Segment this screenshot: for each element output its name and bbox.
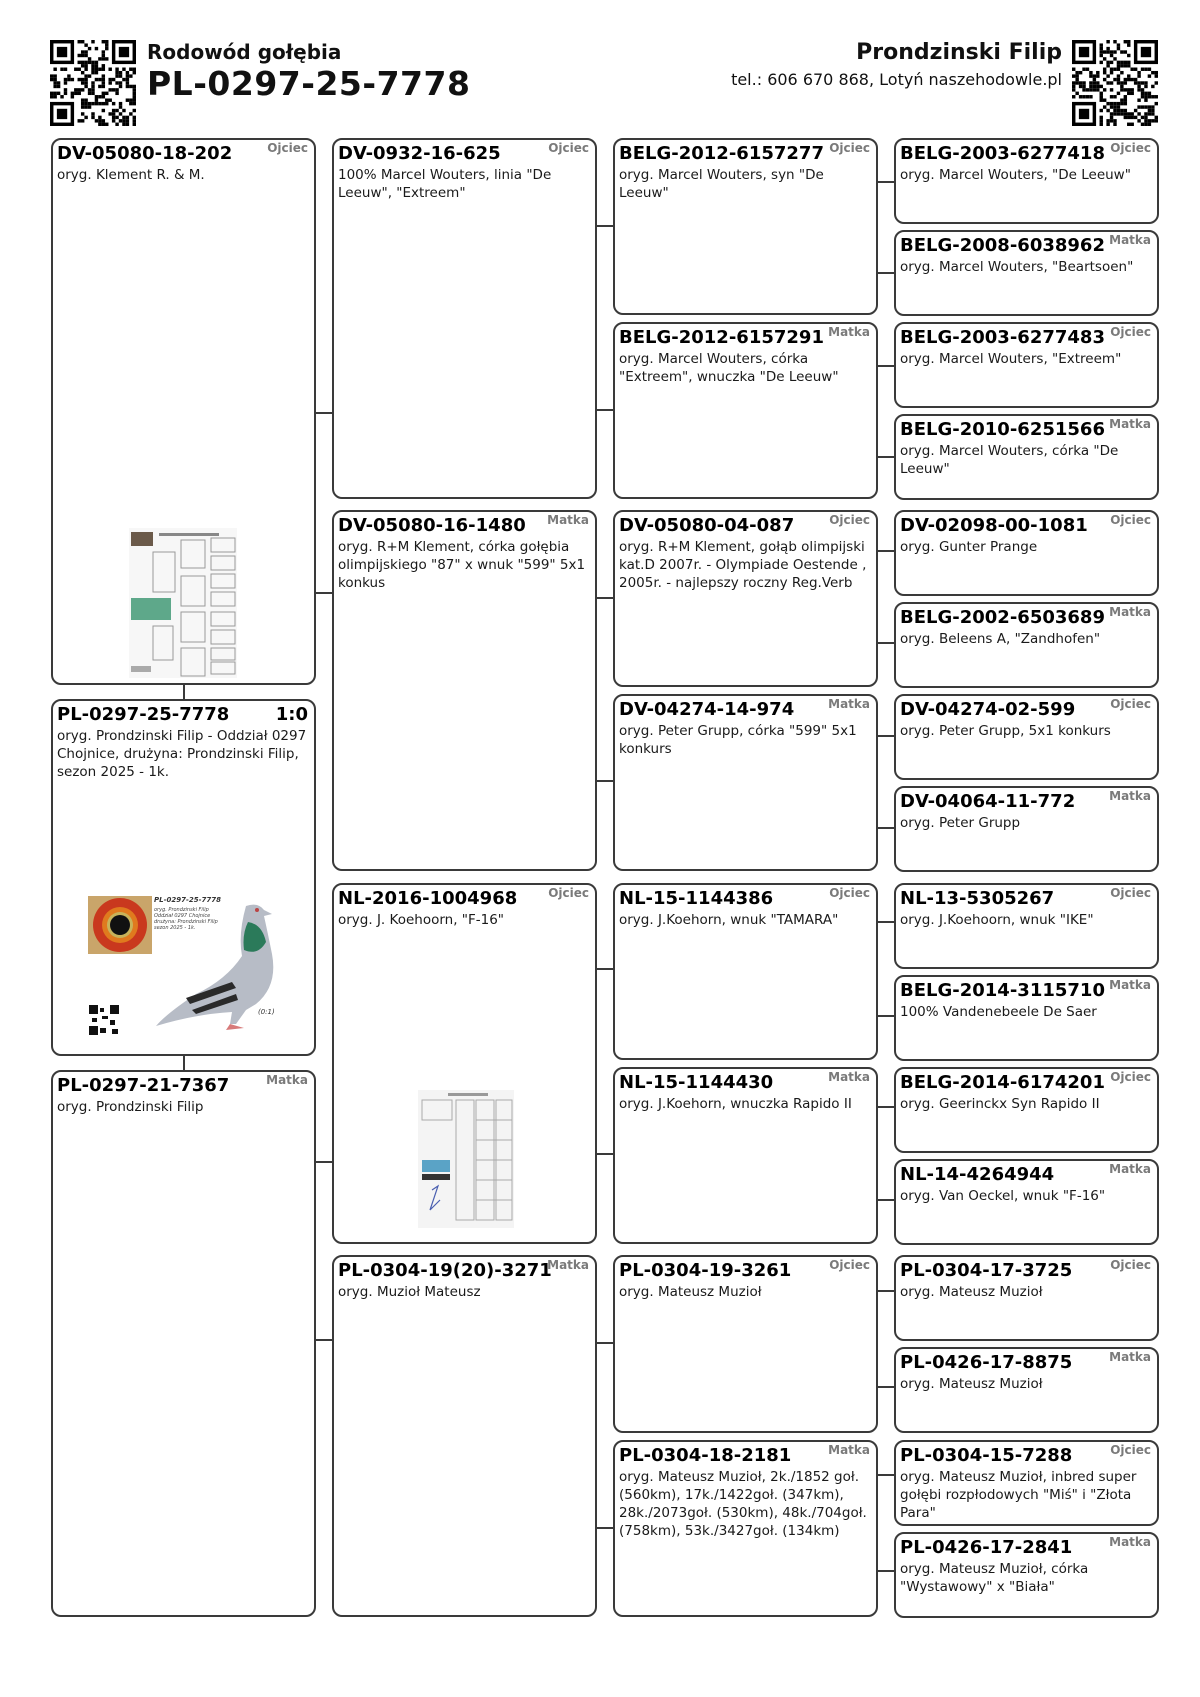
ring-number: BELG-2008-6038962	[900, 235, 1105, 256]
pigeon-eye-image	[88, 896, 152, 954]
ring-number: PL-0304-19(20)-3271	[338, 1260, 552, 1281]
description: oryg. Mateusz Muzioł	[900, 1284, 1043, 1300]
sex-label: Ojciec	[829, 513, 870, 527]
ring-number: DV-02098-00-1081	[900, 515, 1088, 536]
sex-label: Ojciec	[1110, 886, 1151, 900]
ring-number: DV-05080-18-202	[57, 143, 233, 164]
connector-line	[596, 1527, 614, 1529]
description: oryg. Marcel Wouters, córka "De Leeuw"	[900, 443, 1119, 477]
description: oryg. Mateusz Muzioł, inbred super gołębi rozpłodowych "Miś" i "Złota Para"	[900, 1469, 1137, 1521]
photo-qr-code	[88, 1004, 120, 1036]
pedigree-card-gg-grandparent[interactable]	[894, 414, 1159, 500]
ring-number: NL-14-4264944	[900, 1164, 1055, 1185]
sex-label: Matka	[1109, 1162, 1151, 1176]
breeder-name: Prondzinski Filip	[856, 40, 1062, 65]
ring-number: PL-0304-19-3261	[619, 1260, 792, 1281]
pedigree-card-great-grandparent[interactable]	[613, 1255, 878, 1433]
sex-label: Ojciec	[548, 886, 589, 900]
description: oryg. Prondzinski Filip - Oddział 0297 Chojnice, drużyna: Prondzinski Filip, sezon 2025 - 1k.	[57, 728, 307, 780]
document-title-ring: PL-0297-25-7778	[147, 64, 471, 103]
ring-number: BELG-2014-6174201	[900, 1072, 1105, 1093]
ring-number: DV-05080-16-1480	[338, 515, 526, 536]
connector-line	[877, 921, 895, 923]
connector-line	[877, 1199, 895, 1201]
sex-label: Ojciec	[1110, 141, 1151, 155]
connector-line	[877, 1386, 895, 1388]
connector-line	[877, 181, 895, 183]
pedigree-card-gg-grandparent[interactable]	[894, 1067, 1159, 1153]
connector-line	[315, 1339, 333, 1341]
ring-number: BELG-2014-3115710	[900, 980, 1105, 1001]
photo-ring: PL-0297-25-7778	[154, 896, 222, 904]
sex-label: Matka	[828, 697, 870, 711]
sex-label: Matka	[1109, 789, 1151, 803]
description: oryg. Geerinckx Syn Rapido II	[900, 1096, 1100, 1112]
description: oryg. Marcel Wouters, córka "Extreem", wnuczka "De Leeuw"	[619, 351, 839, 385]
pedigree-card-great-grandparent[interactable]	[613, 1067, 878, 1244]
sex-label: Matka	[1109, 978, 1151, 992]
pedigree-document-thumbnail[interactable]	[418, 1090, 514, 1228]
sex-label: Matka	[1109, 605, 1151, 619]
sex-label: Ojciec	[548, 141, 589, 155]
description: oryg. Peter Grupp, 5x1 konkurs	[900, 723, 1111, 739]
ring-number: PL-0304-15-7288	[900, 1445, 1073, 1466]
pedigree-card-grandparent[interactable]	[332, 510, 597, 871]
sex-label: Ojciec	[829, 141, 870, 155]
connector-line	[877, 827, 895, 829]
description: oryg. R+M Klement, gołąb olimpijski kat.D 2007r. - Olympiade Oestende , 2005r. - najlepszy roczny Reg.Verb	[619, 539, 867, 591]
sex-label: 1:0	[275, 704, 308, 725]
connector-line	[877, 1015, 895, 1017]
pedigree-card-great-grandparent[interactable]	[613, 883, 878, 1060]
sex-label: Matka	[266, 1073, 308, 1087]
sex-label: Matka	[1109, 1350, 1151, 1364]
sex-label: Matka	[1109, 417, 1151, 431]
pedigree-card-gg-grandparent[interactable]	[894, 322, 1159, 408]
connector-line	[877, 456, 895, 458]
ring-number: NL-15-1144386	[619, 888, 774, 909]
connector-line	[877, 735, 895, 737]
ring-number: BELG-2012-6157291	[619, 327, 824, 348]
photo-caption-line: Oddział 0297 Chojnice	[154, 913, 211, 919]
pedigree-card-gg-grandparent[interactable]	[894, 975, 1159, 1061]
description: oryg. Peter Grupp, córka "599" 5x1 konkurs	[619, 723, 857, 757]
pedigree-card-gg-grandparent[interactable]	[894, 694, 1159, 780]
connector-line	[315, 412, 333, 414]
photo-caption-line: sezon 2025 - 1k.	[154, 925, 196, 931]
pedigree-card-gg-grandparent[interactable]	[894, 138, 1159, 224]
connector-line	[877, 1570, 895, 1572]
description: 100% Vandenebeele De Saer	[900, 1004, 1097, 1020]
pedigree-card-subject[interactable]	[51, 699, 316, 1056]
ring-number: NL-15-1144430	[619, 1072, 774, 1093]
connector-line	[315, 1161, 333, 1163]
pedigree-document-thumbnail[interactable]	[129, 528, 237, 678]
pedigree-card-great-grandparent[interactable]	[613, 1440, 878, 1617]
description: oryg. Mateusz Muzioł	[619, 1284, 762, 1300]
connector-line	[877, 365, 895, 367]
ring-number: DV-05080-04-087	[619, 515, 795, 536]
sex-label: Ojciec	[1110, 1070, 1151, 1084]
sex-label: Ojciec	[1110, 1443, 1151, 1457]
description: oryg. Marcel Wouters, "Beartsoen"	[900, 259, 1134, 275]
description: oryg. Van Oeckel, wnuk "F-16"	[900, 1188, 1106, 1204]
ring-number: BELG-2003-6277483	[900, 327, 1105, 348]
connector-line	[596, 780, 614, 782]
ring-number: DV-04274-14-974	[619, 699, 795, 720]
pedigree-card-gg-grandparent[interactable]	[894, 1440, 1159, 1526]
ring-number: PL-0304-17-3725	[900, 1260, 1073, 1281]
sex-label: Matka	[1109, 1535, 1151, 1549]
sex-label: Ojciec	[1110, 325, 1151, 339]
pedigree-card-father[interactable]	[51, 138, 316, 685]
photo-sex-label: (0:1)	[258, 1008, 275, 1016]
description: 100% Marcel Wouters, linia "De Leeuw", "Extreem"	[338, 167, 552, 201]
pedigree-card-gg-grandparent[interactable]	[894, 1532, 1159, 1618]
description: oryg. Klement R. & M.	[57, 167, 205, 183]
ring-number: PL-0297-21-7367	[57, 1075, 230, 1096]
pedigree-card-gg-grandparent[interactable]	[894, 510, 1159, 596]
ring-number: PL-0304-18-2181	[619, 1445, 792, 1466]
document-subtitle: Rodowód gołębia	[147, 40, 342, 64]
description: oryg. Mateusz Muzioł, córka "Wystawowy" x "Biała"	[900, 1561, 1089, 1595]
connector-line	[596, 225, 614, 227]
description: oryg. Marcel Wouters, "De Leeuw"	[900, 167, 1131, 183]
ring-number: PL-0426-17-8875	[900, 1352, 1073, 1373]
description: oryg. Prondzinski Filip	[57, 1099, 204, 1115]
ring-number: PL-0426-17-2841	[900, 1537, 1073, 1558]
pedigree-card-grandparent[interactable]	[332, 1255, 597, 1617]
sex-label: Ojciec	[1110, 697, 1151, 711]
description: oryg. J.Koehorn, wnuk "TAMARA"	[619, 912, 839, 928]
connector-line	[183, 683, 185, 699]
description: oryg. Muzioł Mateusz	[338, 1284, 481, 1300]
connector-line	[596, 968, 614, 970]
connector-line	[596, 1342, 614, 1344]
sex-label: Ojciec	[829, 886, 870, 900]
pedigree-card-great-grandparent[interactable]	[613, 322, 878, 499]
ring-number: DV-04064-11-772	[900, 791, 1076, 812]
pedigree-card-gg-grandparent[interactable]	[894, 1347, 1159, 1433]
connector-line	[877, 550, 895, 552]
connector-line	[877, 1290, 895, 1292]
pedigree-card-gg-grandparent[interactable]	[894, 1159, 1159, 1245]
ring-number: NL-2016-1004968	[338, 888, 518, 909]
sex-label: Ojciec	[829, 1258, 870, 1272]
sex-label: Ojciec	[1110, 513, 1151, 527]
connector-line	[596, 1153, 614, 1155]
pedigree-card-gg-grandparent[interactable]	[894, 786, 1159, 872]
pigeon-photo[interactable]	[86, 894, 286, 1042]
connector-line	[183, 1054, 185, 1070]
ring-number: NL-13-5305267	[900, 888, 1055, 909]
description: oryg. J.Koehorn, wnuczka Rapido II	[619, 1096, 852, 1112]
description: oryg. Peter Grupp	[900, 815, 1021, 831]
qr-code-icon[interactable]	[1072, 40, 1158, 126]
connector-line	[877, 272, 895, 274]
description: oryg. J. Koehoorn, "F-16"	[338, 912, 505, 928]
breeder-contact: tel.: 606 670 868, Lotyń naszehodowle.pl	[731, 70, 1062, 89]
pedigree-card-gg-grandparent[interactable]	[894, 602, 1159, 688]
sex-label: Matka	[828, 325, 870, 339]
ring-number: PL-0297-25-7778	[57, 704, 230, 725]
photo-caption-line: drużyna: Prondzinski Filip	[154, 919, 218, 925]
pedigree-card-gg-grandparent[interactable]	[894, 883, 1159, 969]
pedigree-card-gg-grandparent[interactable]	[894, 230, 1159, 316]
description: oryg. Marcel Wouters, syn "De Leeuw"	[619, 167, 824, 201]
ring-number: BELG-2012-6157277	[619, 143, 824, 164]
connector-line	[315, 592, 333, 594]
sex-label: Matka	[547, 513, 589, 527]
description: oryg. Mateusz Muzioł	[900, 1376, 1043, 1392]
description: oryg. Beleens A, "Zandhofen"	[900, 631, 1101, 647]
qr-code-icon[interactable]	[50, 40, 136, 126]
sex-label: Matka	[1109, 233, 1151, 247]
pedigree-card-gg-grandparent[interactable]	[894, 1255, 1159, 1341]
connector-line	[596, 597, 614, 599]
description: oryg. R+M Klement, córka gołębia olimpijskiego "87" x wnuk "599" 5x1 konkus	[338, 539, 586, 591]
description: oryg. Mateusz Muzioł, 2k./1852 goł. (560km), 17k./1422goł. (347km), 28k./2073goł. (530km), 48k./704goł. (758km), 53k./3427goł. (134km)	[619, 1469, 867, 1539]
pedigree-card-mother[interactable]	[51, 1070, 316, 1617]
connector-line	[877, 1474, 895, 1476]
sex-label: Matka	[828, 1443, 870, 1457]
pedigree-card-grandparent[interactable]	[332, 883, 597, 1244]
description: oryg. Gunter Prange	[900, 539, 1038, 555]
connector-line	[596, 409, 614, 411]
pedigree-card-great-grandparent[interactable]	[613, 138, 878, 315]
photo-caption-line: oryg. Prondzinski Filip	[154, 907, 209, 913]
description: oryg. J.Koehoorn, wnuk "IKE"	[900, 912, 1094, 928]
sex-label: Matka	[547, 1258, 589, 1272]
sex-label: Ojciec	[1110, 1258, 1151, 1272]
connector-line	[877, 642, 895, 644]
ring-number: DV-0932-16-625	[338, 143, 501, 164]
connector-line	[877, 1106, 895, 1108]
pedigree-card-great-grandparent[interactable]	[613, 510, 878, 687]
pedigree-card-grandparent[interactable]	[332, 138, 597, 499]
ring-number: BELG-2003-6277418	[900, 143, 1105, 164]
ring-number: BELG-2010-6251566	[900, 419, 1105, 440]
ring-number: BELG-2002-6503689	[900, 607, 1105, 628]
description: oryg. Marcel Wouters, "Extreem"	[900, 351, 1122, 367]
sex-label: Matka	[828, 1070, 870, 1084]
ring-number: DV-04274-02-599	[900, 699, 1076, 720]
sex-label: Ojciec	[267, 141, 308, 155]
pedigree-card-great-grandparent[interactable]	[613, 694, 878, 871]
